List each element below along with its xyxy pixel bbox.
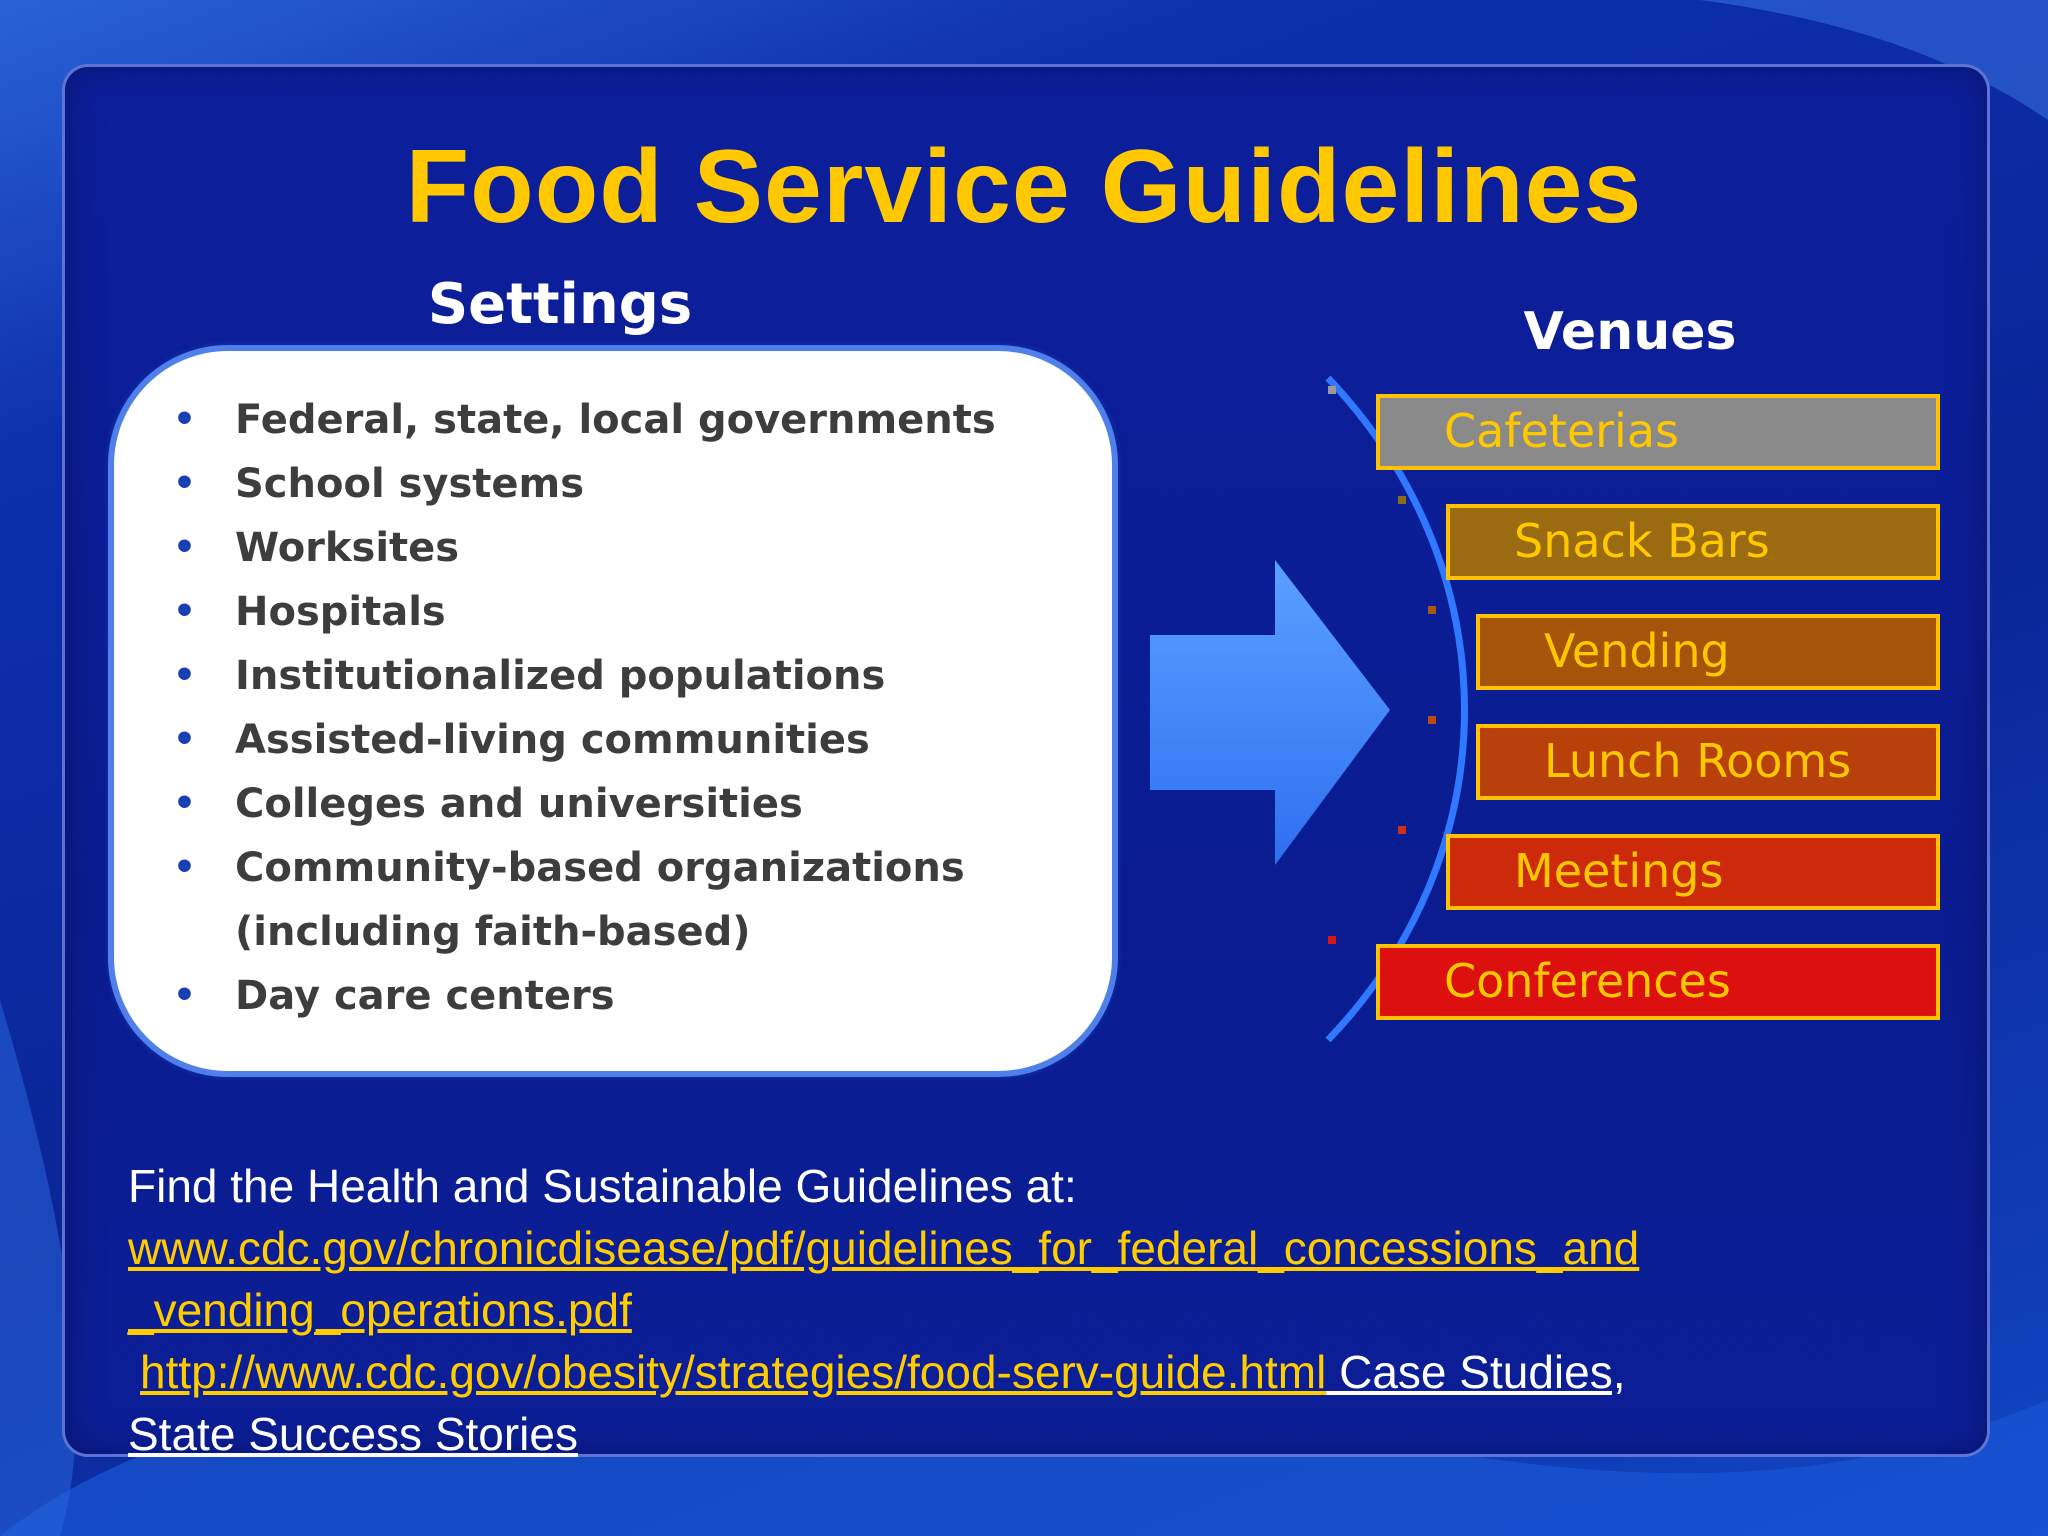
- bullet-icon: •: [173, 399, 197, 440]
- bullet-icon: •: [173, 463, 197, 504]
- venue-circle-icon: [1398, 826, 1406, 834]
- venue-circle-icon: [1328, 386, 1336, 394]
- bullet-icon: •: [173, 655, 197, 696]
- list-item: [165, 836, 1065, 964]
- venue-item: [1476, 614, 1940, 690]
- setting-label: Institutionalized populations: [235, 653, 886, 699]
- venue-label: Cafeterias: [1444, 404, 1679, 458]
- bullet-icon: •: [173, 975, 197, 1016]
- list-item: [165, 580, 1065, 644]
- guidelines-pdf-link[interactable]: www.cdc.gov/chronicdisease/pdf/guidelines_for_federal_concessions_and: [128, 1222, 1640, 1274]
- bullet-icon: •: [173, 847, 197, 888]
- setting-label: Assisted-living communities: [235, 717, 870, 763]
- setting-label: Hospitals: [235, 589, 446, 635]
- venue-circle-icon: [1328, 936, 1336, 944]
- settings-list: [165, 388, 1065, 1028]
- venue-item: [1376, 944, 1940, 1020]
- bullet-icon: •: [173, 719, 197, 760]
- bullet-icon: •: [173, 591, 197, 632]
- setting-label: Community-based organizations: [235, 845, 965, 891]
- venue-item: [1446, 504, 1940, 580]
- list-item: [165, 388, 1065, 452]
- setting-label: Worksites: [235, 525, 460, 571]
- list-item: [165, 708, 1065, 772]
- setting-label: Colleges and universities: [235, 781, 803, 827]
- setting-label: School systems: [235, 461, 585, 507]
- list-item: [165, 772, 1065, 836]
- bullet-icon: •: [173, 527, 197, 568]
- find-guidelines-text: Find the Health and Sustainable Guidelines at:: [128, 1160, 1077, 1212]
- venue-label: Lunch Rooms: [1544, 734, 1852, 788]
- setting-label-continuation: (including faith-based): [235, 909, 751, 955]
- food-serv-guide-link[interactable]: http://www.cdc.gov/obesity/strategies/food-serv-guide.html: [140, 1346, 1327, 1398]
- venue-circle-icon: [1428, 606, 1436, 614]
- list-item: [165, 644, 1065, 708]
- guidelines-pdf-link-continued[interactable]: _vending_operations.pdf: [128, 1284, 632, 1336]
- list-item: [165, 452, 1065, 516]
- settings-heading: Settings: [427, 272, 693, 337]
- venue-label: Conferences: [1444, 954, 1731, 1008]
- setting-label: Day care centers: [235, 973, 615, 1019]
- list-item: [165, 516, 1065, 580]
- venue-label: Snack Bars: [1514, 514, 1770, 568]
- venues-heading: Venues: [1523, 302, 1737, 362]
- list-item: [165, 964, 1065, 1028]
- success-stories-link[interactable]: State Success Stories: [128, 1408, 578, 1460]
- venue-label: Meetings: [1514, 844, 1724, 898]
- slide-title: Food Service Guidelines: [405, 129, 1643, 245]
- venue-item: [1376, 394, 1940, 470]
- venue-item: [1446, 834, 1940, 910]
- case-studies-link[interactable]: Case Studies,: [1326, 1346, 1626, 1398]
- bullet-icon: •: [173, 783, 197, 824]
- setting-label: Federal, state, local governments: [235, 397, 996, 443]
- venue-label: Vending: [1544, 624, 1730, 678]
- venue-item: [1476, 724, 1940, 800]
- venue-circle-icon: [1398, 496, 1406, 504]
- venue-circle-icon: [1428, 716, 1436, 724]
